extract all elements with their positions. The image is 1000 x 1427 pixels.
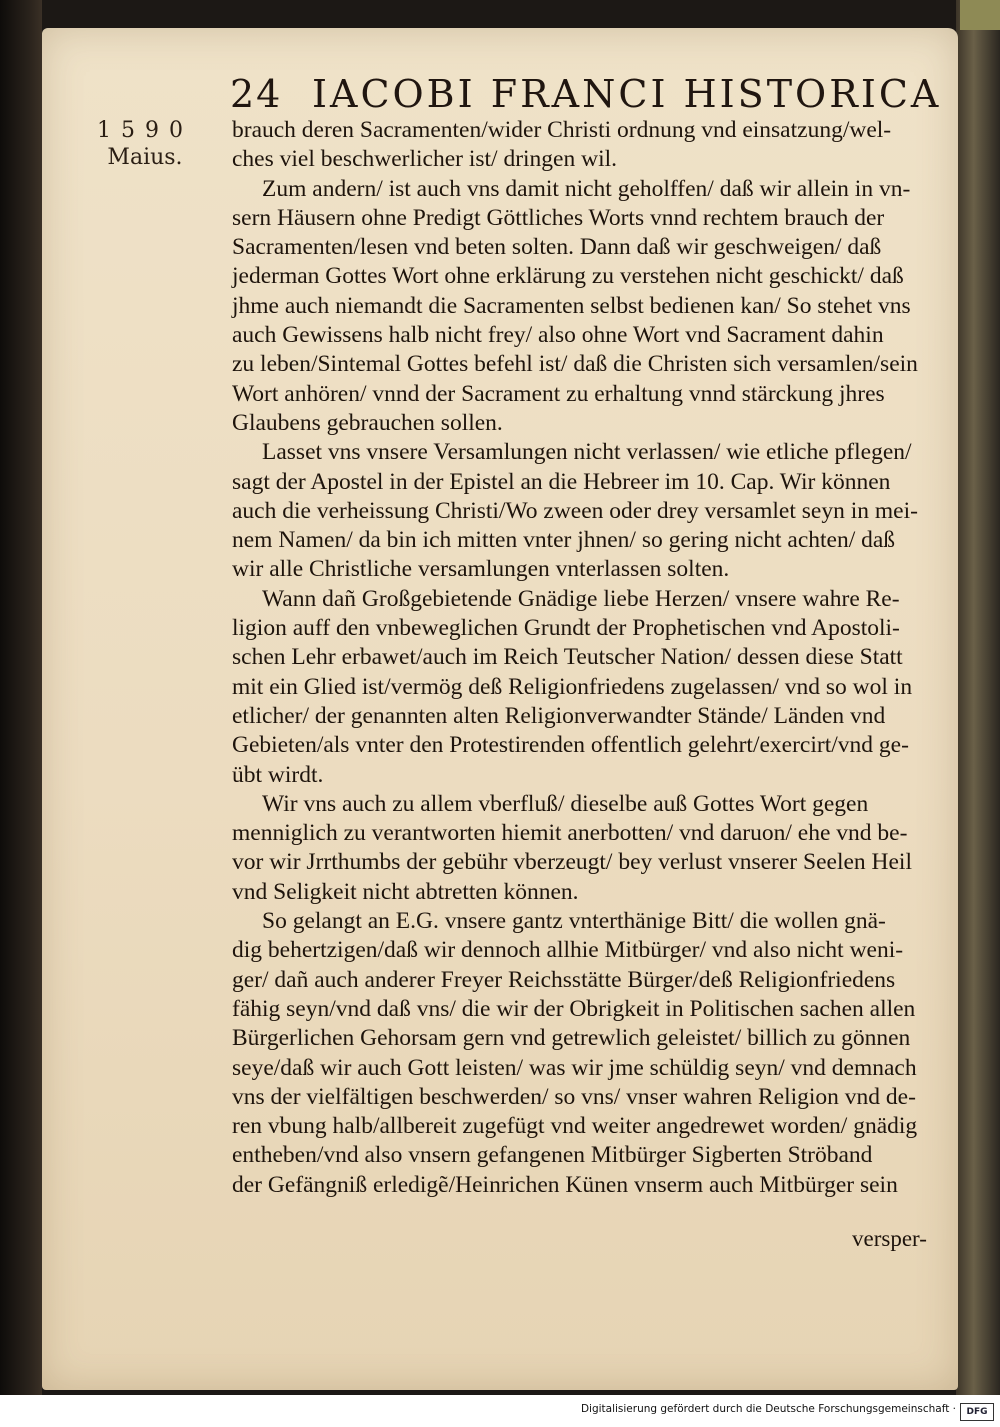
margin-year: 1590 (97, 118, 193, 143)
text-line: mit ein Glied ist/vermög deß Religionfriedens zugelassen/ vnd so wol in (232, 673, 913, 700)
text-line: Glaubens gebrauchen sollen. (232, 409, 503, 436)
text-line: Wort anhören/ vnnd der Sacrament zu erhaltung vnnd stärckung jhres (232, 380, 885, 407)
funding-credit: Digitalisierung gefördert durch die Deutsche Forschungsgemeinschaft · (580, 1403, 956, 1415)
text-line: jhme auch niemandt die Sacramenten selbst bedienen kan/ So stehet vns (232, 292, 911, 319)
text-line: der Gefängniß erledigẽ/Heinrichen Künen vnserm auch Mitbürger sein (232, 1171, 898, 1198)
book-page (42, 28, 958, 1390)
text-line: sagt der Apostel in der Epistel an die Hebreer im 10. Cap. Wir können (232, 468, 891, 495)
body-text (232, 116, 957, 1200)
text-line: Zum andern/ ist auch vns damit nicht geholffen/ daß wir allein in vn- (262, 175, 911, 202)
book-spine-left (0, 0, 42, 1427)
text-line: sern Häusern ohne Predigt Göttliches Worts vnnd rechtem brauch der (232, 204, 885, 231)
text-line: seye/daß wir auch Gott leisten/ was wir jme schüldig seyn/ vnd demnach (232, 1054, 917, 1081)
text-line: Wann dañ Großgebietende Gnädige liebe Herzen/ vnsere wahre Re- (262, 585, 900, 612)
text-line: etlicher/ der genannten alten Religionverwandter Stände/ Länden vnd (232, 702, 886, 729)
page-number: 24 (230, 72, 283, 116)
facing-page-edge (956, 0, 1000, 1395)
text-line: Sacramenten/lesen vnd beten solten. Dann daß wir geschweigen/ daß (232, 234, 882, 261)
text-line: brauch deren Sacramenten/wider Christi ordnung vnd einsatzung/wel- (232, 117, 892, 143)
text-line: Wir vns auch zu allem vberfluß/ dieselbe auß Gottes Wort gegen (262, 790, 869, 817)
text-line: entheben/vnd also vnsern gefangenen Mitbürger Sigberten Ströband (232, 1142, 873, 1169)
text-line: Gebieten/als vnter den Protestirenden offentlich gelehrt/exercirt/vnd ge- (232, 732, 909, 759)
text-line: ger/ dañ auch anderer Freyer Reichsstätte Bürger/deß Religionfriedens (232, 966, 896, 993)
margin-note (90, 118, 200, 170)
text-line: ligion auff den vnbeweglichen Grundt der Prophetischen vnd Apostoli- (232, 615, 900, 642)
text-line: jederman Gottes Wort ohne erklärung zu verstehen nicht geschickt/ daß (232, 263, 904, 290)
footer-bar (0, 1395, 1000, 1427)
text-line: So gelangt an E.G. vnsere gantz vnterthänige Bitt/ die wollen gnä- (262, 908, 886, 935)
text-line: schen Lehr erbawet/auch im Reich Teutscher Nation/ dessen diese Statt (232, 644, 903, 671)
catchword: versper- (852, 1226, 927, 1251)
text-line: vns der vielfältigen beschwerden/ so vns/ vnser wahren Religion vnd de- (232, 1083, 916, 1110)
text-line: ren vbung halb/allbereit zugefügt vnd weiter angedrewet worden/ gnädig (232, 1113, 918, 1140)
text-line: Lasset vns vnsere Versamlungen nicht verlassen/ wie etliche pflegen/ (262, 439, 912, 466)
margin-month: Maius. (107, 145, 183, 170)
text-line: Bürgerlichen Gehorsam gern vnd getrewlich geleistet/ billich zu gönnen (232, 1025, 911, 1052)
text-line: übt wirdt. (232, 761, 324, 788)
running-title: IACOBI FRANCI HISTORICA (312, 72, 942, 116)
text-line: vnd Seligkeit nicht abtretten können. (232, 878, 579, 905)
text-line: wir alle Christliche versamlungen vnterlassen solten. (232, 556, 730, 583)
text-line: zu leben/Sintemal Gottes befehl ist/ daß die Christen sich versamlen/sein (232, 351, 918, 378)
text-line: ches viel beschwerlicher ist/ dringen wil. (232, 146, 618, 173)
text-line: auch Gewissens halb nicht frey/ also ohne Wort vnd Sacrament dahin (232, 322, 884, 349)
text-line: vor wir Jrrthumbs der gebühr vberzeugt/ bey verlust vnserer Seelen Heil (232, 849, 912, 876)
text-line: menniglich zu verantworten hiemit anerbotten/ vnd daruon/ ehe vnd be- (232, 820, 908, 847)
text-line: auch die verheissung Christi/Wo zween oder drey versamlet seyn in mei- (232, 497, 918, 524)
text-line: nem Namen/ da bin ich mitten vnter jhnen/ so gering nicht achten/ daß (232, 527, 896, 554)
tab-marker (960, 0, 1000, 30)
text-line: fähig seyn/vnd daß vns/ die wir der Obrigkeit in Politischen sachen allen (232, 995, 916, 1022)
dfg-logo: DFG (960, 1403, 994, 1421)
text-line: dig behertzigen/daß wir dennoch allhie Mitbürger/ vnd also nicht weni- (232, 937, 904, 964)
